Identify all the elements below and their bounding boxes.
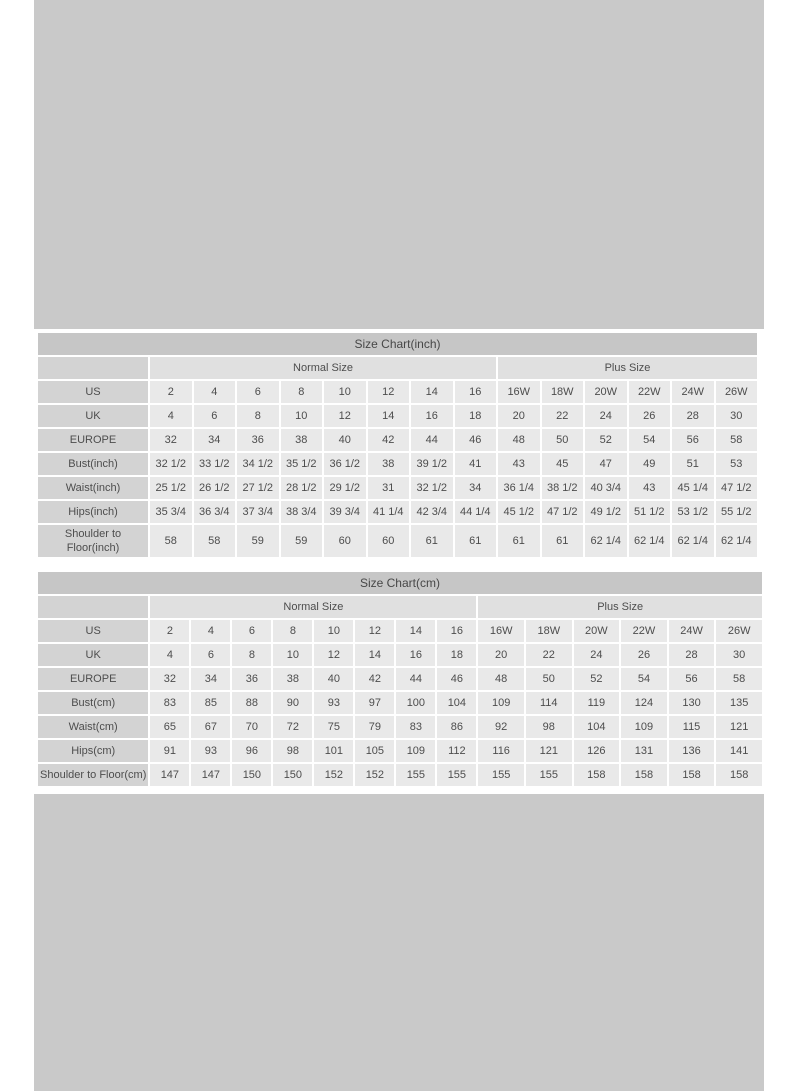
group-header-normal-size: Normal Size (150, 357, 496, 379)
size-cell: 22 (526, 644, 572, 666)
size-cell: 101 (314, 740, 353, 762)
size-cell: 4 (150, 644, 189, 666)
row-label: Waist(inch) (38, 477, 148, 499)
size-cell: 43 (498, 453, 540, 475)
size-cell: 126 (574, 740, 620, 762)
size-cell: 22 (542, 405, 584, 427)
size-cell: 96 (232, 740, 271, 762)
size-cell: 115 (669, 716, 715, 738)
size-cell: 58 (194, 525, 236, 557)
size-cell: 28 (672, 405, 714, 427)
size-cell: 65 (150, 716, 189, 738)
row-label: UK (38, 405, 148, 427)
size-cell: 51 (672, 453, 714, 475)
size-cell: 112 (437, 740, 476, 762)
size-cell: 36 1/4 (498, 477, 540, 499)
size-cell: 24 (574, 644, 620, 666)
size-cell: 79 (355, 716, 394, 738)
size-cell: 29 1/2 (324, 477, 366, 499)
size-cell: 25 1/2 (150, 477, 192, 499)
size-cell: 45 1/2 (498, 501, 540, 523)
size-cell: 34 (191, 668, 230, 690)
row-label: Bust(inch) (38, 453, 148, 475)
size-chart-title: Size Chart(inch) (38, 333, 757, 355)
size-cell: 119 (574, 692, 620, 714)
size-cell: 109 (396, 740, 435, 762)
size-cell: 20W (574, 620, 620, 642)
size-cell: 88 (232, 692, 271, 714)
size-cell: 34 1/2 (237, 453, 279, 475)
size-cell: 47 (585, 453, 627, 475)
size-cell: 32 (150, 668, 189, 690)
size-cell: 8 (232, 644, 271, 666)
size-cell: 26 1/2 (194, 477, 236, 499)
size-cell: 86 (437, 716, 476, 738)
size-cell: 34 (194, 429, 236, 451)
size-cell: 158 (574, 764, 620, 786)
size-cell: 135 (716, 692, 762, 714)
size-cell: 39 1/2 (411, 453, 453, 475)
size-cell: 60 (368, 525, 410, 557)
size-cell: 61 (542, 525, 584, 557)
size-cell: 62 1/4 (672, 525, 714, 557)
size-cell: 26 (621, 644, 667, 666)
size-cell: 32 1/2 (150, 453, 192, 475)
size-cell: 70 (232, 716, 271, 738)
corner-cell (38, 357, 148, 379)
size-cell: 8 (281, 381, 323, 403)
row-label: Hips(cm) (38, 740, 148, 762)
size-cell: 83 (150, 692, 189, 714)
size-cell: 50 (526, 668, 572, 690)
row-label: US (38, 381, 148, 403)
size-chart-title: Size Chart(cm) (38, 572, 762, 594)
size-cell: 152 (314, 764, 353, 786)
size-cell: 91 (150, 740, 189, 762)
size-cell: 158 (621, 764, 667, 786)
size-cell: 114 (526, 692, 572, 714)
size-cell: 131 (621, 740, 667, 762)
size-cell: 16 (437, 620, 476, 642)
size-cell: 6 (232, 620, 271, 642)
size-cell: 24 (585, 405, 627, 427)
size-cell: 20 (478, 644, 524, 666)
size-cell: 6 (194, 405, 236, 427)
size-cell: 38 (281, 429, 323, 451)
size-cell: 43 (629, 477, 671, 499)
size-cell: 32 (150, 429, 192, 451)
size-cell: 28 (669, 644, 715, 666)
size-cell: 121 (526, 740, 572, 762)
size-cell: 42 (368, 429, 410, 451)
size-cell: 104 (437, 692, 476, 714)
size-cell: 50 (542, 429, 584, 451)
size-cell: 12 (324, 405, 366, 427)
size-cell: 26 (629, 405, 671, 427)
size-cell: 83 (396, 716, 435, 738)
size-cell: 42 3/4 (411, 501, 453, 523)
size-cell: 27 1/2 (237, 477, 279, 499)
size-cell: 60 (324, 525, 366, 557)
size-cell: 55 1/2 (716, 501, 758, 523)
size-cell: 62 1/4 (716, 525, 758, 557)
size-cell: 38 (273, 668, 312, 690)
size-cell: 58 (716, 429, 758, 451)
size-cell: 155 (437, 764, 476, 786)
corner-cell (38, 596, 148, 618)
size-cell: 37 3/4 (237, 501, 279, 523)
size-cell: 4 (150, 405, 192, 427)
size-cell: 2 (150, 381, 192, 403)
size-cell: 93 (191, 740, 230, 762)
size-cell: 61 (455, 525, 497, 557)
size-cell: 90 (273, 692, 312, 714)
size-cell: 30 (716, 405, 758, 427)
size-cell: 30 (716, 644, 762, 666)
size-cell: 100 (396, 692, 435, 714)
size-cell: 56 (672, 429, 714, 451)
size-cell: 147 (191, 764, 230, 786)
size-cell: 24W (669, 620, 715, 642)
size-cell: 12 (314, 644, 353, 666)
size-cell: 124 (621, 692, 667, 714)
size-cell: 49 1/2 (585, 501, 627, 523)
size-cell: 38 3/4 (281, 501, 323, 523)
size-cell: 10 (281, 405, 323, 427)
size-cell: 10 (324, 381, 366, 403)
size-cell: 45 (542, 453, 584, 475)
size-cell: 6 (191, 644, 230, 666)
row-label: EUROPE (38, 668, 148, 690)
size-cell: 18W (526, 620, 572, 642)
size-cell: 152 (355, 764, 394, 786)
size-cell: 22W (621, 620, 667, 642)
size-chart-table (36, 570, 764, 788)
size-cell: 67 (191, 716, 230, 738)
size-cell: 24W (672, 381, 714, 403)
size-cell: 38 (368, 453, 410, 475)
size-cell: 56 (669, 668, 715, 690)
size-cell: 40 (314, 668, 353, 690)
size-cell: 16 (396, 644, 435, 666)
size-cell: 36 (237, 429, 279, 451)
size-cell: 16W (478, 620, 524, 642)
size-cell: 48 (478, 668, 524, 690)
size-cell: 2 (150, 620, 189, 642)
row-label: US (38, 620, 148, 642)
size-cell: 147 (150, 764, 189, 786)
size-cell: 41 1/4 (368, 501, 410, 523)
size-cell: 54 (621, 668, 667, 690)
size-cell: 6 (237, 381, 279, 403)
size-cell: 150 (232, 764, 271, 786)
size-cell: 38 1/2 (542, 477, 584, 499)
size-cell: 75 (314, 716, 353, 738)
size-cell: 47 1/2 (716, 477, 758, 499)
size-cell: 109 (478, 692, 524, 714)
size-cell: 44 (411, 429, 453, 451)
group-header-plus-size: Plus Size (478, 596, 762, 618)
size-cell: 4 (191, 620, 230, 642)
row-label: Hips(inch) (38, 501, 148, 523)
size-cell: 155 (526, 764, 572, 786)
size-cell: 155 (396, 764, 435, 786)
size-cell: 98 (273, 740, 312, 762)
size-cell: 20 (498, 405, 540, 427)
size-cell: 53 (716, 453, 758, 475)
size-cell: 62 1/4 (629, 525, 671, 557)
size-cell: 26W (716, 381, 758, 403)
size-cell: 45 1/4 (672, 477, 714, 499)
size-cell: 59 (281, 525, 323, 557)
size-cell: 35 1/2 (281, 453, 323, 475)
size-cell: 36 1/2 (324, 453, 366, 475)
size-cell: 53 1/2 (672, 501, 714, 523)
size-cell: 35 3/4 (150, 501, 192, 523)
row-label: Waist(cm) (38, 716, 148, 738)
size-cell: 46 (437, 668, 476, 690)
size-cell: 16 (411, 405, 453, 427)
size-cell: 52 (585, 429, 627, 451)
row-label: Shoulder to Floor(cm) (38, 764, 148, 786)
size-cell: 104 (574, 716, 620, 738)
size-cell: 32 1/2 (411, 477, 453, 499)
size-cell: 41 (455, 453, 497, 475)
size-cell: 58 (150, 525, 192, 557)
size-cell: 36 (232, 668, 271, 690)
size-cell: 18 (437, 644, 476, 666)
size-cell: 98 (526, 716, 572, 738)
size-cell: 10 (314, 620, 353, 642)
size-cell: 150 (273, 764, 312, 786)
size-cell: 46 (455, 429, 497, 451)
size-cell: 16 (455, 381, 497, 403)
size-cell: 14 (368, 405, 410, 427)
size-chart-section (34, 329, 764, 794)
size-cell: 48 (498, 429, 540, 451)
row-label: EUROPE (38, 429, 148, 451)
size-cell: 58 (716, 668, 762, 690)
size-cell: 92 (478, 716, 524, 738)
size-cell: 26W (716, 620, 762, 642)
row-label: Shoulder to Floor(inch) (38, 525, 148, 557)
size-cell: 97 (355, 692, 394, 714)
size-cell: 52 (574, 668, 620, 690)
size-cell: 158 (716, 764, 762, 786)
size-cell: 44 (396, 668, 435, 690)
size-cell: 158 (669, 764, 715, 786)
size-cell: 141 (716, 740, 762, 762)
size-cell: 62 1/4 (585, 525, 627, 557)
size-cell: 49 (629, 453, 671, 475)
size-cell: 42 (355, 668, 394, 690)
size-cell: 130 (669, 692, 715, 714)
size-cell: 12 (368, 381, 410, 403)
image-placeholder-top (34, 0, 764, 329)
size-cell: 36 3/4 (194, 501, 236, 523)
size-cell: 93 (314, 692, 353, 714)
size-cell: 14 (355, 644, 394, 666)
group-header-normal-size: Normal Size (150, 596, 476, 618)
size-cell: 10 (273, 644, 312, 666)
size-cell: 109 (621, 716, 667, 738)
row-label: Bust(cm) (38, 692, 148, 714)
group-header-plus-size: Plus Size (498, 357, 757, 379)
size-cell: 54 (629, 429, 671, 451)
size-cell: 14 (411, 381, 453, 403)
size-cell: 85 (191, 692, 230, 714)
size-cell: 72 (273, 716, 312, 738)
size-cell: 18W (542, 381, 584, 403)
size-cell: 51 1/2 (629, 501, 671, 523)
size-cell: 105 (355, 740, 394, 762)
size-cell: 59 (237, 525, 279, 557)
size-cell: 40 (324, 429, 366, 451)
size-cell: 47 1/2 (542, 501, 584, 523)
size-cell: 121 (716, 716, 762, 738)
size-cell: 39 3/4 (324, 501, 366, 523)
size-cell: 18 (455, 405, 497, 427)
size-cell: 4 (194, 381, 236, 403)
size-cell: 16W (498, 381, 540, 403)
size-cell: 61 (411, 525, 453, 557)
size-cell: 116 (478, 740, 524, 762)
size-cell: 20W (585, 381, 627, 403)
size-cell: 34 (455, 477, 497, 499)
size-cell: 8 (273, 620, 312, 642)
size-cell: 155 (478, 764, 524, 786)
size-chart-table (36, 331, 759, 559)
size-cell: 44 1/4 (455, 501, 497, 523)
size-cell: 33 1/2 (194, 453, 236, 475)
image-placeholder-bottom (34, 794, 764, 1091)
size-cell: 22W (629, 381, 671, 403)
size-cell: 61 (498, 525, 540, 557)
size-cell: 8 (237, 405, 279, 427)
size-cell: 28 1/2 (281, 477, 323, 499)
row-label: UK (38, 644, 148, 666)
size-cell: 136 (669, 740, 715, 762)
size-cell: 40 3/4 (585, 477, 627, 499)
size-cell: 12 (355, 620, 394, 642)
size-cell: 14 (396, 620, 435, 642)
size-cell: 31 (368, 477, 410, 499)
